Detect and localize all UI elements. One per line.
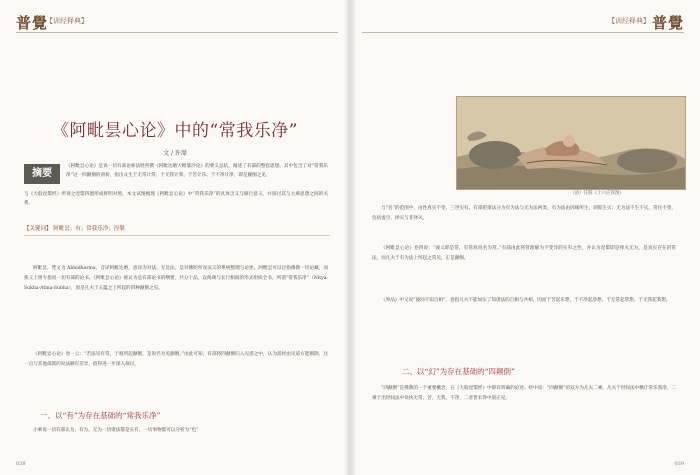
abstract-label: 摘要 [24, 164, 60, 184]
section-tag: 【训经释典】 [46, 17, 88, 25]
page-number-left: 038 [16, 461, 26, 467]
section-heading-2: 二、以“幻”为存在基础的“四颠倒” [402, 367, 515, 376]
body-paragraph-2: 《阿毗昙心论》卷四说：“彼义即是常，有常故说名为常。”有部由此将常理解为不变异的实有之性，并认为涅槃即是择灭无为，是真实存在的常法，而凡夫于有为法上所起之常见，正是颠倒。 [372, 246, 676, 262]
magazine-logo: 普覺 [651, 14, 684, 32]
header-rule [362, 32, 684, 33]
keywords-rule [24, 235, 330, 236]
body-paragraph-3: 小乘说一切有部认为，有为、无为一切诸法都是实有，一切事物都可以分析为“色” [33, 428, 199, 433]
article-title: 《阿毗昙心论》中的“常我乐净” [52, 121, 298, 141]
body-paragraph-3: 《界品》中又说“彼同不知自相”，意指凡夫不能如实了知诸法的自相与共相，因而于苦起乐想，于不净起净想，于无常起常想，于无我起我想。 [381, 298, 671, 303]
magazine-logo: 普覺 [16, 14, 49, 32]
right-page [350, 0, 700, 475]
body-paragraph-1: 阿毗昙，梵文为 Abhidharma，音译阿毗达磨，意译为对法、无比法，是对佛陀所说法义的系统整理与论述。阿毗昙可以泛指佛教一切论藏，而狭义上则专指说一切有部的论书。《阿毗昙心论》被认为是有部论书的纲要，共分十品，以偈颂与长行相间的形式组织全书。所谓“常我乐净”（Nitya-Sukha-Atma-Subha），原是凡夫于五蕴之上所起的四种颠倒之见。 [24, 266, 328, 292]
body-paragraph-4: “四颠倒”是佛教的一个重要概念，在《大般涅槃经》中即有明确的论述。经中说：“四颠倒”的双方为凡夫二乘。凡夫于世间法中横计常乐我净，二乘于出世间法中误执无常、苦、无我、不净，二者皆未得中道正见。 [372, 386, 676, 402]
section-heading-1: 一、以“有”为存在基础的“常我乐净” [40, 411, 161, 420]
painting-illustration [457, 97, 685, 189]
header-rule [16, 32, 338, 33]
body-paragraph-2: 《阿毗昙心论》卷一云：“若法见有常，于彼所起颠倒，是说名为见颠倒。”由此可知，有部将四颠倒归入见惑之中，认为需经由见道方能断除，这一点与其他部派的说法颇有差异，值得进一步深入探讨。 [24, 352, 328, 368]
keywords: 【关键词】 阿毗昙；有；常我乐净；涅槃 [24, 226, 125, 232]
section-tag: 【训经释典】 [608, 17, 650, 25]
abstract-text-2: 与《大般涅槃经》所说之涅槃四德形成鲜明对照，本文试图梳理《阿毗昙心论》中“常我乐净”的具体含义与修行意义，并探讨其与大乘思想之间的关系。 [24, 192, 328, 207]
painting-caption: （清）任熊《十六应真图》 [570, 191, 624, 196]
abstract-text-1: 《阿毗昙心论》是说一切有部论师法胜所撰《阿毗达磨大毗婆沙论》的要义总结，阐述了有部的整套思想。其中包含了对“常我乐净”这一四颠倒的剖析，指出众生于无常计常、于无我计我、于苦计乐、于不净计净，即是颠倒之见， [66, 164, 328, 179]
arhat-painting [456, 96, 686, 190]
body-paragraph-1: 与“名”的范围中，由性真实不变、三世实有。有部把诸法分为有为法与无为法两类，有为法由因缘所生，刹那生灭；无为法不生不灭，常住不变，包括虚空、择灭与非择灭。 [372, 206, 676, 222]
page-number-right: 039 [674, 461, 684, 467]
article-author: 文 / 许濛 [163, 150, 187, 157]
